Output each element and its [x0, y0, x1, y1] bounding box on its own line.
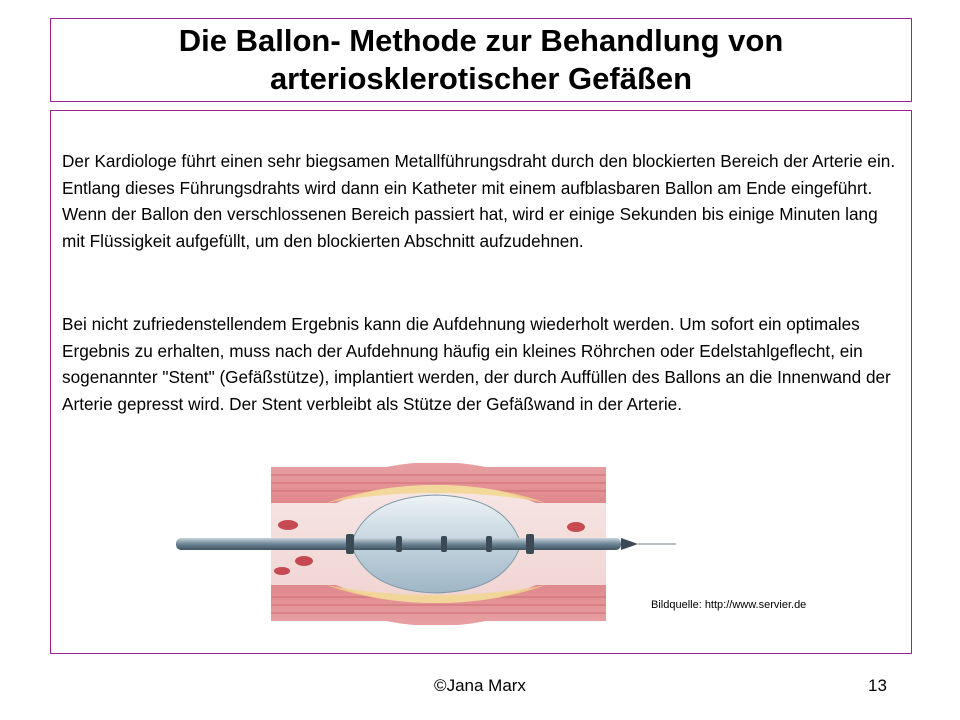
content-box: [50, 110, 912, 654]
balloon-catheter-illustration: [176, 463, 676, 625]
title-box: [50, 18, 912, 102]
slide-title-line-2: arteriosklerotischer Gefäßen: [269, 61, 693, 96]
body-paragraph-2: Bei nicht zufriedenstellendem Ergebnis kann die Aufdehnung wiederholt werden. Um sofort ein optimales Ergebnis zu erhalten, muss nach der Aufdehnung häufig ein kleines Röhrchen oder Edelstahlgeflecht, ein sogenannter "Stent" (Gefäßstütze), implantiert werden, der durch Auffüllen des Ballons an die Innenwand der Arterie gepresst wird. Der Stent verbleibt als Stütze der Gefäßwand in der Arterie.: [62, 314, 891, 414]
page-number: 13: [868, 676, 887, 695]
image-caption: Bildquelle: http://www.servier.de: [651, 599, 807, 611]
body-paragraph-1: Der Kardiologe führt einen sehr biegsamen Metallführungsdraht durch den blockierten Bereich der Arterie ein. Entlang dieses Führungsdrahts wird dann ein Katheter mit einem aufblasbaren Ballon am Ende eingeführt. Wenn der Ballon den verschlossenen Bereich passiert hat, wird er einige Sekunden bis einige Minuten lang mit Flüssigkeit aufgefüllt, um den blockierten Abschnitt aufzudehnen.: [62, 151, 896, 251]
footer-author: ©Jana Marx: [434, 676, 526, 695]
slide-title-line-1: Die Ballon- Methode zur Behandlung von: [178, 23, 784, 58]
